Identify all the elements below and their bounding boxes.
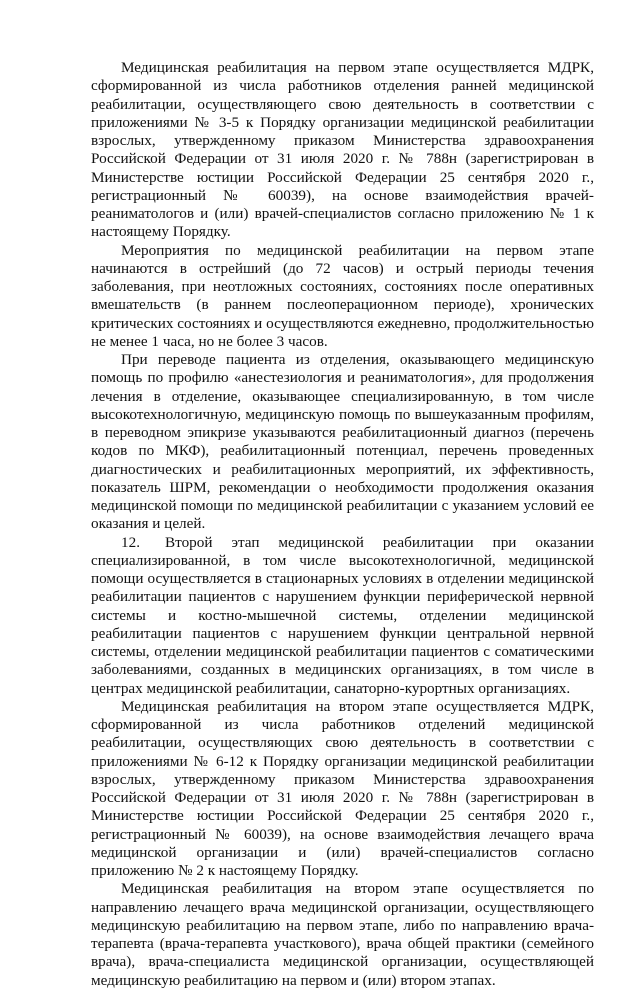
paragraph-text: Медицинская реабилитация на втором этапе осуществляется МДРК, сформированной из числа работников отделений медицинской реабилитации, осуществляющих свою деятельность в соответствии с приложениями № 6-12 к Порядку организации медицинской реабилитации взрослых, утвержденному приказом Министерства здравоохранения Российской Федерации от 31 июля 2020 г. № 788н (зарегистрирован в Министерстве юстиции Российской Федерации 25 сентября 2020 г., регистрационный № 60039), на основе взаимодействия лечащего врача медицинской организации и (или) врачей-специалистов согласно приложению № 2 к настоящему Порядку. [91,697,594,879]
item-number: 12. [121,533,140,551]
paragraph-text: Медицинская реабилитация на втором этапе осуществляется по направлению лечащего врача медицинской организации, осуществляющего медицинскую реабилитацию на первом этапе, либо по направлению врача-терапевта (врача-терапевта участкового), врача общей практики (семейного врача), врача-специалиста медицинской организации, осуществляющей медицинскую реабилитацию на первом и (или) втором этапах. [91,880,594,989]
paragraph-text: Мероприятия по медицинской реабилитации на первом этапе начинаются в острейший (до 72 часов) и острый периоды течения заболевания, при неотложных состояниях, состояниях после оперативных вмешательств (в раннем послеоперационном периоде), хронических критических состояниях и осуществляются ежедневно, продолжительностью не менее 1 часа, но не более 3 часов. [91,241,594,350]
paragraph-text: Второй этап медицинской реабилитации при оказании специализированной, в том числе высокотехнологичной, медицинской помощи осуществляется в стационарных условиях в отделении медицинской реабилитации пациентов с нарушением функции периферической нервной системы и костно-мышечной системы, отделении медицинской реабилитации пациентов с нарушением функции центральной нервной системы, отделении медицинской реабилитации пациентов с соматическими заболеваниями, созданных в медицинских организациях, в том числе в центрах медицинской реабилитации, санаторно-курортных организациях. [91,533,594,697]
paragraph-stage2-mdrk [91,698,594,881]
paragraph-stage1-timing [91,242,594,352]
paragraph-text: При переводе пациента из отделения, оказывающего медицинскую помощь по профилю «анестезиология и реаниматология», для продолжения лечения в отделение, оказывающее специализированную, в том числе высокотехнологичную, медицинскую помощь по вышеуказанным профилям, в переводном эпикризе указываются реабилитационный диагноз (перечень кодов по МКФ), реабилитационный потенциал, перечень проведенных диагностических и реабилитационных мероприятий, их эффективность, показатель ШРМ, рекомендации о необходимости продолжения оказания медицинской помощи по медицинской реабилитации с указанием условий ее оказания и целей. [91,351,594,533]
paragraph-stage2-referral [91,880,594,990]
paragraph-item-12 [91,534,594,698]
paragraph-transfer-epicrisis [91,351,594,534]
paragraph-text: Медицинская реабилитация на первом этапе осуществляется МДРК, сформированной из числа работников отделения ранней медицинской реабилитации, осуществляющего свою деятельность в соответствии с приложениями № 3-5 к Порядку организации медицинской реабилитации взрослых, утвержденному приказом Министерства здравоохранения Российской Федерации от 31 июля 2020 г. № 788н (зарегистрирован в Министерстве юстиции Российской Федерации 25 сентября 2020 г., регистрационный № 60039), на основе взаимодействия врачей-реаниматологов и (или) врачей-специалистов согласно приложению № 1 к настоящему Порядку. [91,59,594,241]
paragraph-stage1-mdrk [91,59,594,242]
